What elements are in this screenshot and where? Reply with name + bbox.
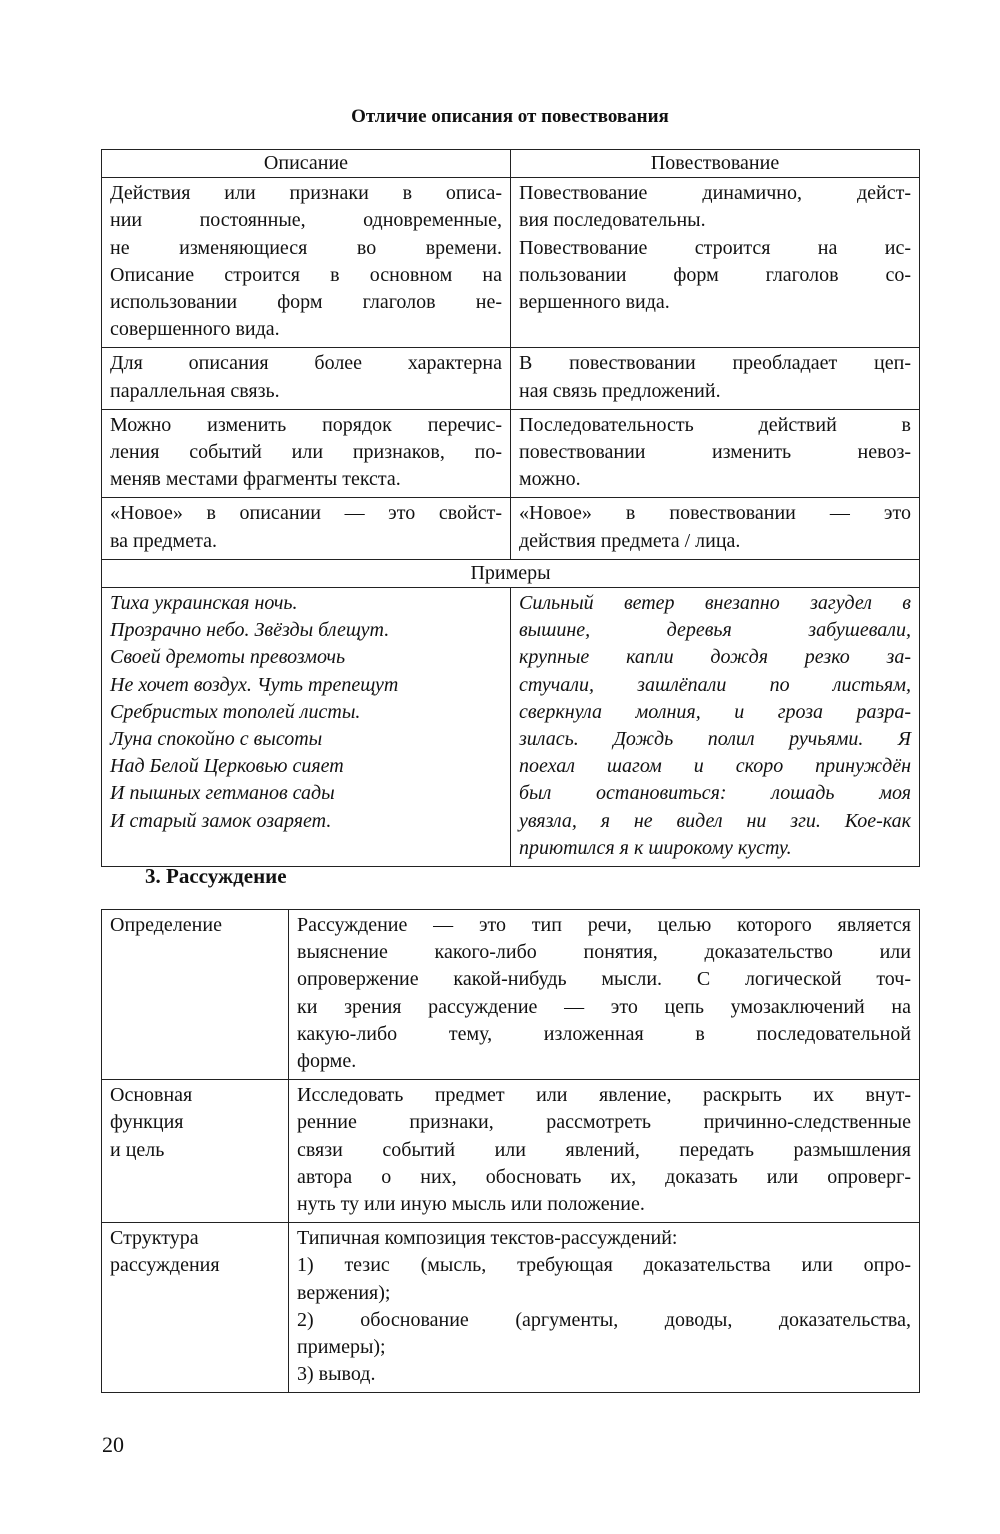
text-line: Тиха украинская ночь. — [110, 592, 298, 615]
table-row — [102, 498, 920, 559]
text-line: ва предмета. — [110, 529, 217, 552]
text-line: можно. — [519, 468, 581, 491]
text-line: повествовании изменить невоз- — [519, 441, 911, 464]
text-line: Последовательность действий в — [519, 413, 911, 436]
text-line: увязла, я не видел ни зги. Кое-как — [519, 809, 911, 832]
text-line: Повествование динамично, дейст- — [519, 182, 911, 205]
text-line: меняв местами фрагменты текста. — [110, 468, 401, 491]
text-line: ренние признаки, рассмотреть причинно-следственные — [297, 1111, 911, 1134]
text-line: 2) обоснование (аргументы, доводы, доказательства, — [297, 1308, 911, 1331]
text-line: Типичная композиция текстов-рассуждений: — [297, 1227, 678, 1250]
example-narration-prose — [511, 588, 920, 867]
text-line: «Новое» в описании — это свойст- — [110, 502, 502, 525]
text-line: поехал шагом и скоро принуждён — [519, 755, 911, 778]
text-line: не изменяющиеся во времени. — [110, 236, 502, 259]
text-line: действия предмета / лица. — [519, 529, 741, 552]
text-line: стучали, зашлёпали по листьям, — [519, 673, 911, 696]
text-line: опровержение какой-нибудь мысли. С логической точ- — [297, 968, 911, 991]
row-text — [289, 910, 920, 1080]
text-line: 1) тезис (мысль, требующая доказательства или опро- — [297, 1254, 911, 1277]
page-number: 20 — [102, 1432, 124, 1457]
text-line: вершенного вида. — [519, 291, 670, 314]
cell-description — [102, 348, 511, 409]
text-line: связи событий или явлений, передать размышления — [297, 1138, 911, 1161]
text-line: Своей дремоты превозмочь — [110, 646, 346, 669]
text-line: вышине, деревья забушевали, — [519, 619, 911, 642]
text-line: Можно изменить порядок перечис- — [110, 413, 502, 436]
cell-description — [102, 178, 511, 348]
cell-description — [102, 409, 511, 498]
text-line: Повествование строится на ис- — [519, 236, 911, 259]
text-line: выяснение какого-либо понятия, доказательство или — [297, 941, 911, 964]
row-label — [102, 910, 289, 1080]
text-line: вия последовательны. — [519, 209, 706, 232]
table-header-row — [102, 150, 920, 178]
text-line: И пышных гетманов сады — [110, 782, 335, 805]
description-vs-narration-table — [101, 149, 920, 867]
text-line: функция — [110, 1111, 184, 1134]
text-line: «Новое» в повествовании — это — [519, 502, 911, 525]
text-line: 3) вывод. — [297, 1363, 376, 1386]
reasoning-table — [101, 909, 920, 1393]
header-description: Описание — [102, 150, 511, 178]
header-narration: Повествование — [511, 150, 920, 178]
cell-narration — [511, 409, 920, 498]
cell-narration — [511, 178, 920, 348]
text-line: Определение — [110, 914, 222, 936]
text-line: зилась. Дождь полил ручьями. Я — [519, 728, 911, 751]
table-row — [102, 1223, 920, 1393]
text-line: был остановиться: лошадь моя — [519, 782, 911, 805]
row-text — [289, 1223, 920, 1393]
text-line: ления событий или признаков, по- — [110, 441, 502, 464]
text-line: Сильный ветер внезапно загудел в — [519, 592, 911, 615]
text-line: Прозрачно небо. Звёзды блещут. — [110, 619, 390, 642]
text-line: Основная — [110, 1084, 193, 1107]
text-line: автора о них, обосновать их, доказать или опроверг- — [297, 1165, 911, 1188]
text-line: Не хочет воздух. Чуть трепещут — [110, 673, 399, 696]
text-line: Луна спокойно с высоты — [110, 728, 323, 751]
text-line: Для описания более характерна — [110, 352, 502, 375]
cell-description — [102, 498, 511, 559]
table-title: Отличие описания от повествования — [351, 106, 669, 127]
table-row — [102, 910, 920, 1080]
example-description-poem — [102, 588, 511, 867]
table-row — [102, 1080, 920, 1223]
text-line: какую-либо тему, изложенная в последовательной — [297, 1022, 911, 1045]
text-line: крупные капли дождя резко за- — [519, 646, 911, 669]
text-line: вержения); — [297, 1281, 391, 1304]
text-line: И старый замок озаряет. — [110, 809, 332, 832]
text-line: примеры); — [297, 1336, 386, 1359]
row-label — [102, 1080, 289, 1223]
text-line: рассуждения — [110, 1254, 220, 1277]
text-line: ки зрения рассуждение — это цепь умозаключений на — [297, 995, 911, 1018]
table-row — [102, 178, 920, 348]
text-line: Над Белой Церковью сияет — [110, 755, 344, 778]
text-line: Рассуждение — это тип речи, целью которого является — [297, 914, 911, 936]
row-label — [102, 1223, 289, 1393]
text-line: ная связь предложений. — [519, 379, 721, 402]
text-line: пользовании форм глаголов со- — [519, 263, 911, 286]
examples-header-row — [102, 559, 920, 587]
text-line: сверкнула молния, и гроза разра- — [519, 700, 911, 723]
examples-header: Примеры — [102, 559, 920, 587]
examples-row — [102, 588, 920, 867]
cell-narration — [511, 498, 920, 559]
cell-narration — [511, 348, 920, 409]
text-line: Исследовать предмет или явление, раскрыть их внут- — [297, 1084, 911, 1107]
text-line: совершенного вида. — [110, 318, 280, 341]
table-row — [102, 409, 920, 498]
text-line: параллельная связь. — [110, 379, 280, 402]
text-line: использовании форм глаголов не- — [110, 291, 502, 314]
text-line: Сребристых тополей листы. — [110, 700, 361, 723]
row-text — [289, 1080, 920, 1223]
text-line: нуть ту или иную мысль или положение. — [297, 1193, 645, 1216]
text-line: Структура — [110, 1227, 199, 1250]
text-line: Описание строится в основном на — [110, 263, 502, 286]
text-line: В повествовании преобладает цеп- — [519, 352, 911, 375]
section-title: 3. Рассуждение — [145, 864, 287, 888]
text-line: и цель — [110, 1138, 165, 1161]
text-line: Действия или признаки в описа- — [110, 182, 502, 205]
text-line: приютился я к широкому кусту. — [519, 836, 792, 859]
table-row — [102, 348, 920, 409]
text-line: нии постоянные, одновременные, — [110, 209, 502, 232]
text-line: форме. — [297, 1050, 357, 1073]
